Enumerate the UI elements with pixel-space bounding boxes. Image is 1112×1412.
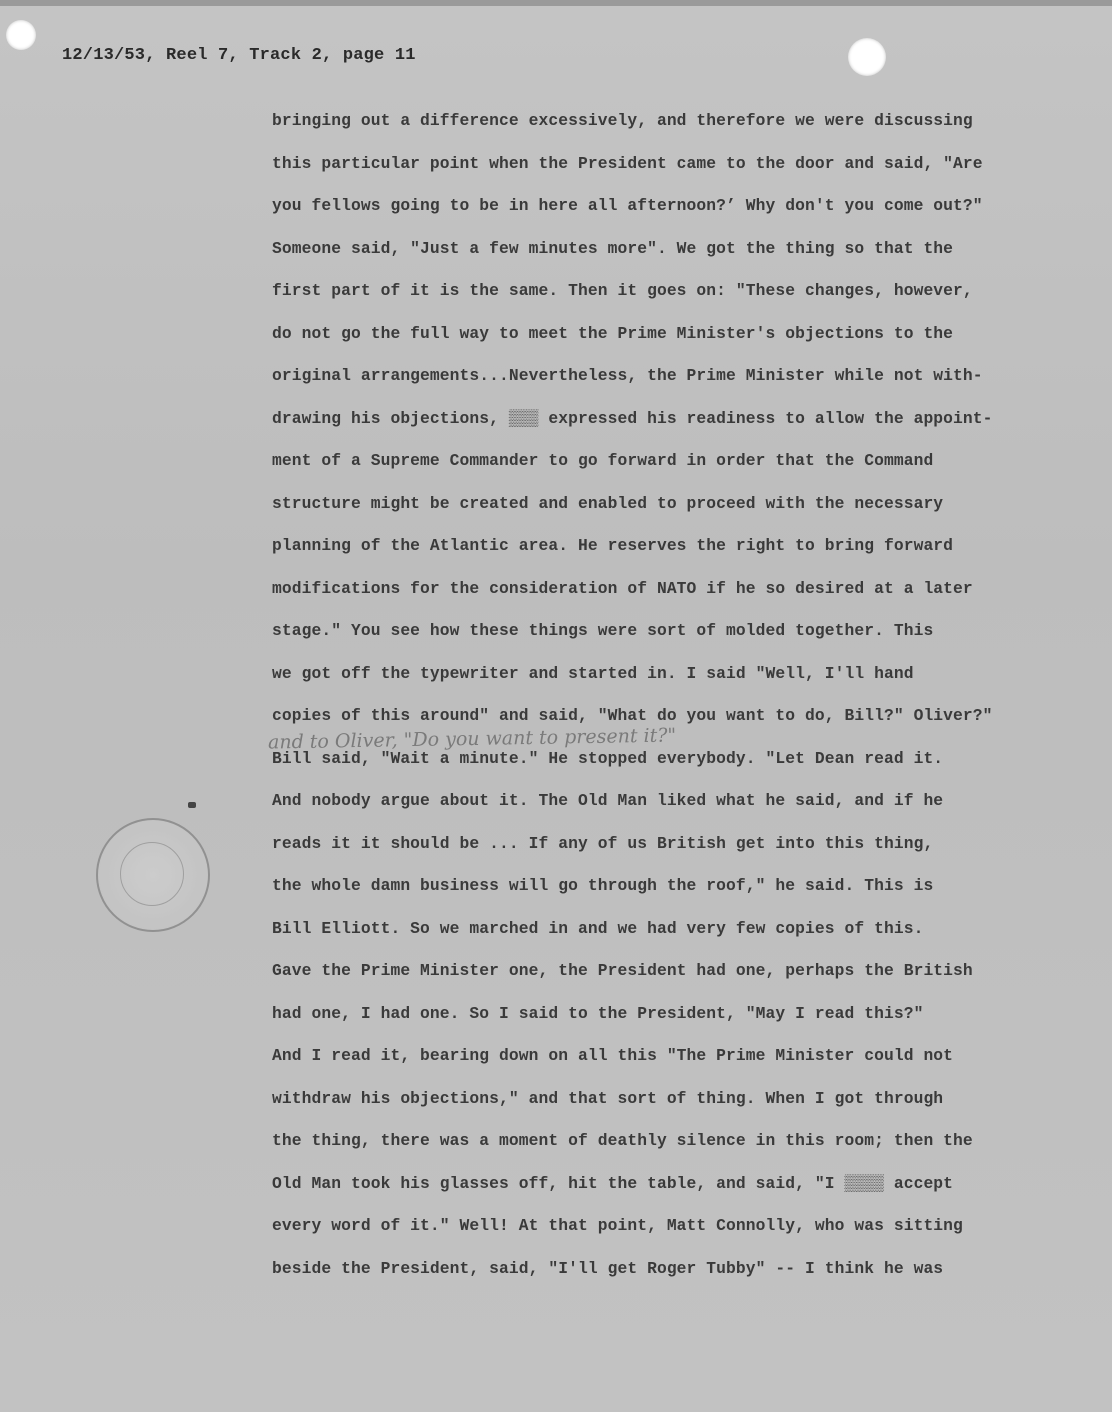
margin-mark [188, 802, 196, 808]
text-line: modifications for the consideration of NATO if he so desired at a later [272, 578, 973, 598]
text-line: Bill Elliott. So we marched in and we had very few copies of this. [272, 918, 924, 938]
text-line: structure might be created and enabled to proceed with the necessary [272, 493, 944, 513]
text-line: beside the President, said, "I'll get Roger Tubby" -- I think he was [272, 1258, 944, 1278]
text-line: had one, I had one. So I said to the President, "May I read this?" [272, 1003, 924, 1023]
text-line: every word of it." Well! At that point, Matt Connolly, who was sitting [272, 1216, 963, 1235]
text-line: Old Man took his glasses off, hit the table, and said, "I ▒▒▒▒ accept [272, 1173, 954, 1193]
text-line: this particular point when the President came to the door and said, "Are [272, 153, 983, 173]
scan-edge [0, 0, 1112, 6]
text-line: original arrangements...Nevertheless, the Prime Minister while not with- [272, 366, 983, 385]
text-line: we got off the typewriter and started in. I said "Well, I'll hand [272, 663, 914, 683]
text-line: Bill said, "Wait a minute." He stopped everybody. "Let Dean read it. [272, 748, 944, 768]
archive-stamp-inner-ring [120, 842, 184, 906]
text-line: the whole damn business will go through the roof," he said. This is [272, 876, 934, 895]
text-line: copies of this around" and said, "What do you want to do, Bill?" Oliver?" [272, 706, 993, 725]
text-line: planning of the Atlantic area. He reserves the right to bring forward [272, 536, 954, 555]
page-header: 12/13/53, Reel 7, Track 2, page 11 [62, 46, 416, 65]
text-line: withdraw his objections," and that sort of thing. When I got through [272, 1088, 944, 1108]
punch-hole-left [6, 20, 36, 50]
text-line: reads it it should be ... If any of us British get into this thing, [272, 833, 934, 853]
text-line: do not go the full way to meet the Prime Minister's objections to the [272, 323, 954, 343]
text-line: first part of it is the same. Then it goes on: "These changes, however, [272, 281, 973, 300]
text-line: drawing his objections, ▒▒▒ expressed his readiness to allow the appoint- [272, 408, 993, 428]
text-line: bringing out a difference excessively, and therefore we were discussing [272, 111, 973, 130]
text-line: ment of a Supreme Commander to go forward in order that the Command [272, 451, 934, 470]
text-line: Gave the Prime Minister one, the President had one, perhaps the British [272, 961, 973, 980]
handwritten-annotation: and to Oliver, "Do you want to present it?" [267, 724, 677, 754]
text-line: And nobody argue about it. The Old Man liked what he said, and if he [272, 791, 944, 810]
text-line: the thing, there was a moment of deathly silence in this room; then the [272, 1131, 973, 1150]
text-line: Someone said, "Just a few minutes more". We got the thing so that the [272, 238, 954, 258]
transcript-body [272, 108, 1052, 1298]
text-line: And I read it, bearing down on all this "The Prime Minister could not [272, 1046, 954, 1065]
punch-hole-right [848, 38, 886, 76]
text-line: stage." You see how these things were sort of molded together. This [272, 621, 934, 640]
text-line: you fellows going to be in here all afternoon?’ Why don't you come out?" [272, 196, 983, 215]
archive-stamp [96, 818, 210, 932]
